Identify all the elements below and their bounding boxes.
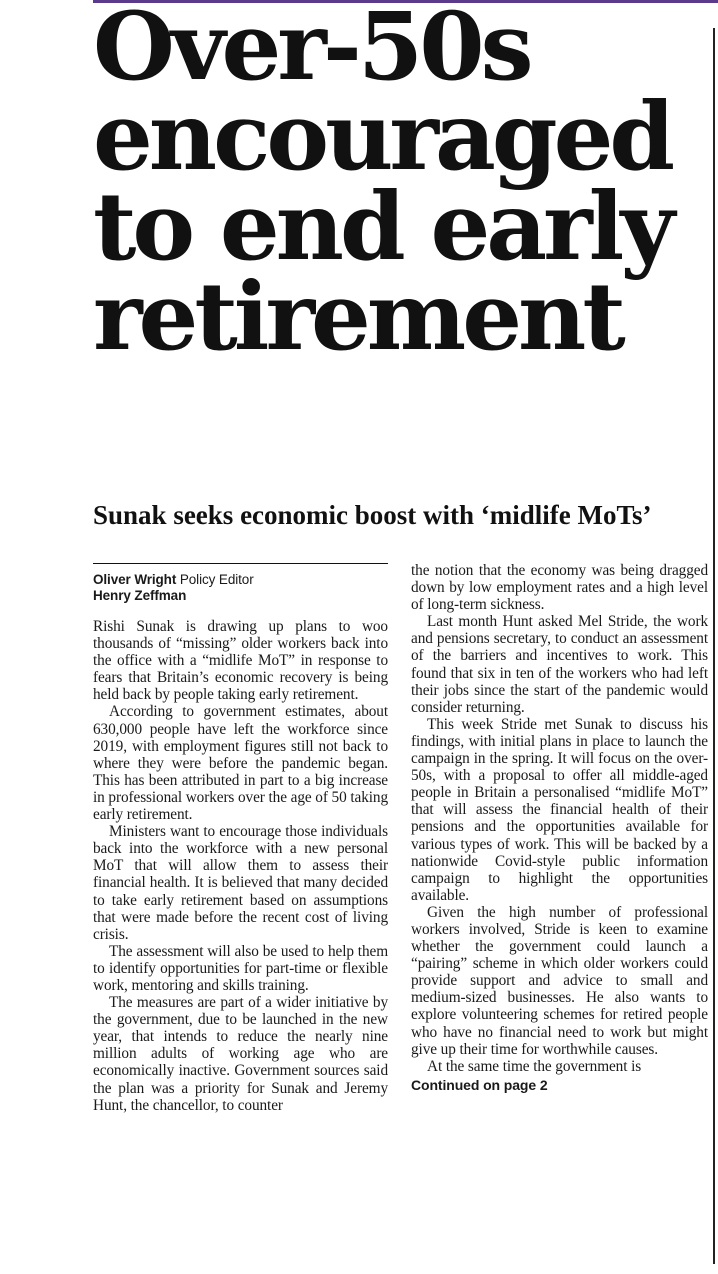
paragraph: The measures are part of a wider initiative by the government, due to be launched in the new year, that intends to reduce the nearly nine million adults of working age who are economically inactive. Government sources said the plan was a priority for Sunak and Jeremy Hunt, the chancellor, to counter [93, 994, 388, 1114]
paragraph: Ministers want to encourage those individuals back into the workforce with a new personal MoT that will allow them to assess their financial health. It is believed that many decided to take early retirement based on assumptions that were made before the recent cost of living crisis. [93, 823, 388, 943]
continued-on-page-link[interactable]: Continued on page 2 [411, 1076, 548, 1093]
paragraph: The assessment will also be used to help them to identify opportunities for part-time or flexible work, mentoring and skills training. [93, 942, 388, 994]
byline-rule [93, 563, 388, 564]
author-name: Henry Zeffman [93, 588, 187, 603]
paragraph: the notion that the economy was being dragged down by low employment rates and a high level of long-term sickness. [411, 562, 708, 614]
headline-line-4: retirement [93, 262, 622, 372]
column-divider-rule [713, 28, 715, 1264]
headline-line-2: encouraged [93, 82, 672, 192]
paragraph: Given the high number of professional workers involved, Stride is keen to examine whether the government could launch a “pairing” scheme in which older workers could provide support and advice to small and medium-sized businesses. He also wants to explore volunteering schemes for retired people who have no financial need to work but might give up their time for worthwhile causes. [411, 903, 708, 1058]
paragraph: Rishi Sunak is drawing up plans to woo thousands of “missing” older workers back into the office with a “midlife MoT” in response to fears that Britain’s economic recovery is being held back by people taking early retirement. [93, 618, 388, 704]
article-column-left [93, 561, 388, 1114]
headline-line-1: Over-50s [93, 0, 530, 102]
paragraph: At the same time the government is [427, 1057, 642, 1075]
article-column-right [411, 562, 708, 1094]
author-name: Oliver Wright [93, 572, 177, 587]
byline [93, 572, 388, 604]
headline [93, 0, 713, 372]
author-role: Policy Editor [179, 572, 254, 587]
paragraph: According to government estimates, about 630,000 people have left the workforce since 2019, with employment figures still not back to where they were before the pandemic began. This has been attributed in part to a big increase in professional workers over the age of 50 taking early retirement. [93, 703, 389, 824]
subheadline: Sunak seeks economic boost with ‘midlife MoTs’ [93, 500, 652, 530]
headline-line-3: to end early [93, 172, 672, 282]
paragraph: Last month Hunt asked Mel Stride, the work and pensions secretary, to conduct an assessment of the barriers and incentives to work. This found that six in ten of the workers who had left their jobs since the start of the pandemic would consider returning. [411, 613, 708, 716]
paragraph: This week Stride met Sunak to discuss his findings, with initial plans in place to launch the campaign in the spring. It will focus on the over-50s, with a proposal to offer all middle-aged people in Britain a personalised “midlife MoT” that will assess the financial health of their pensions and the opportunities available for various types of work. This will be backed by a nationwide Covid-style public information campaign to highlight the opportunities available. [411, 715, 708, 904]
